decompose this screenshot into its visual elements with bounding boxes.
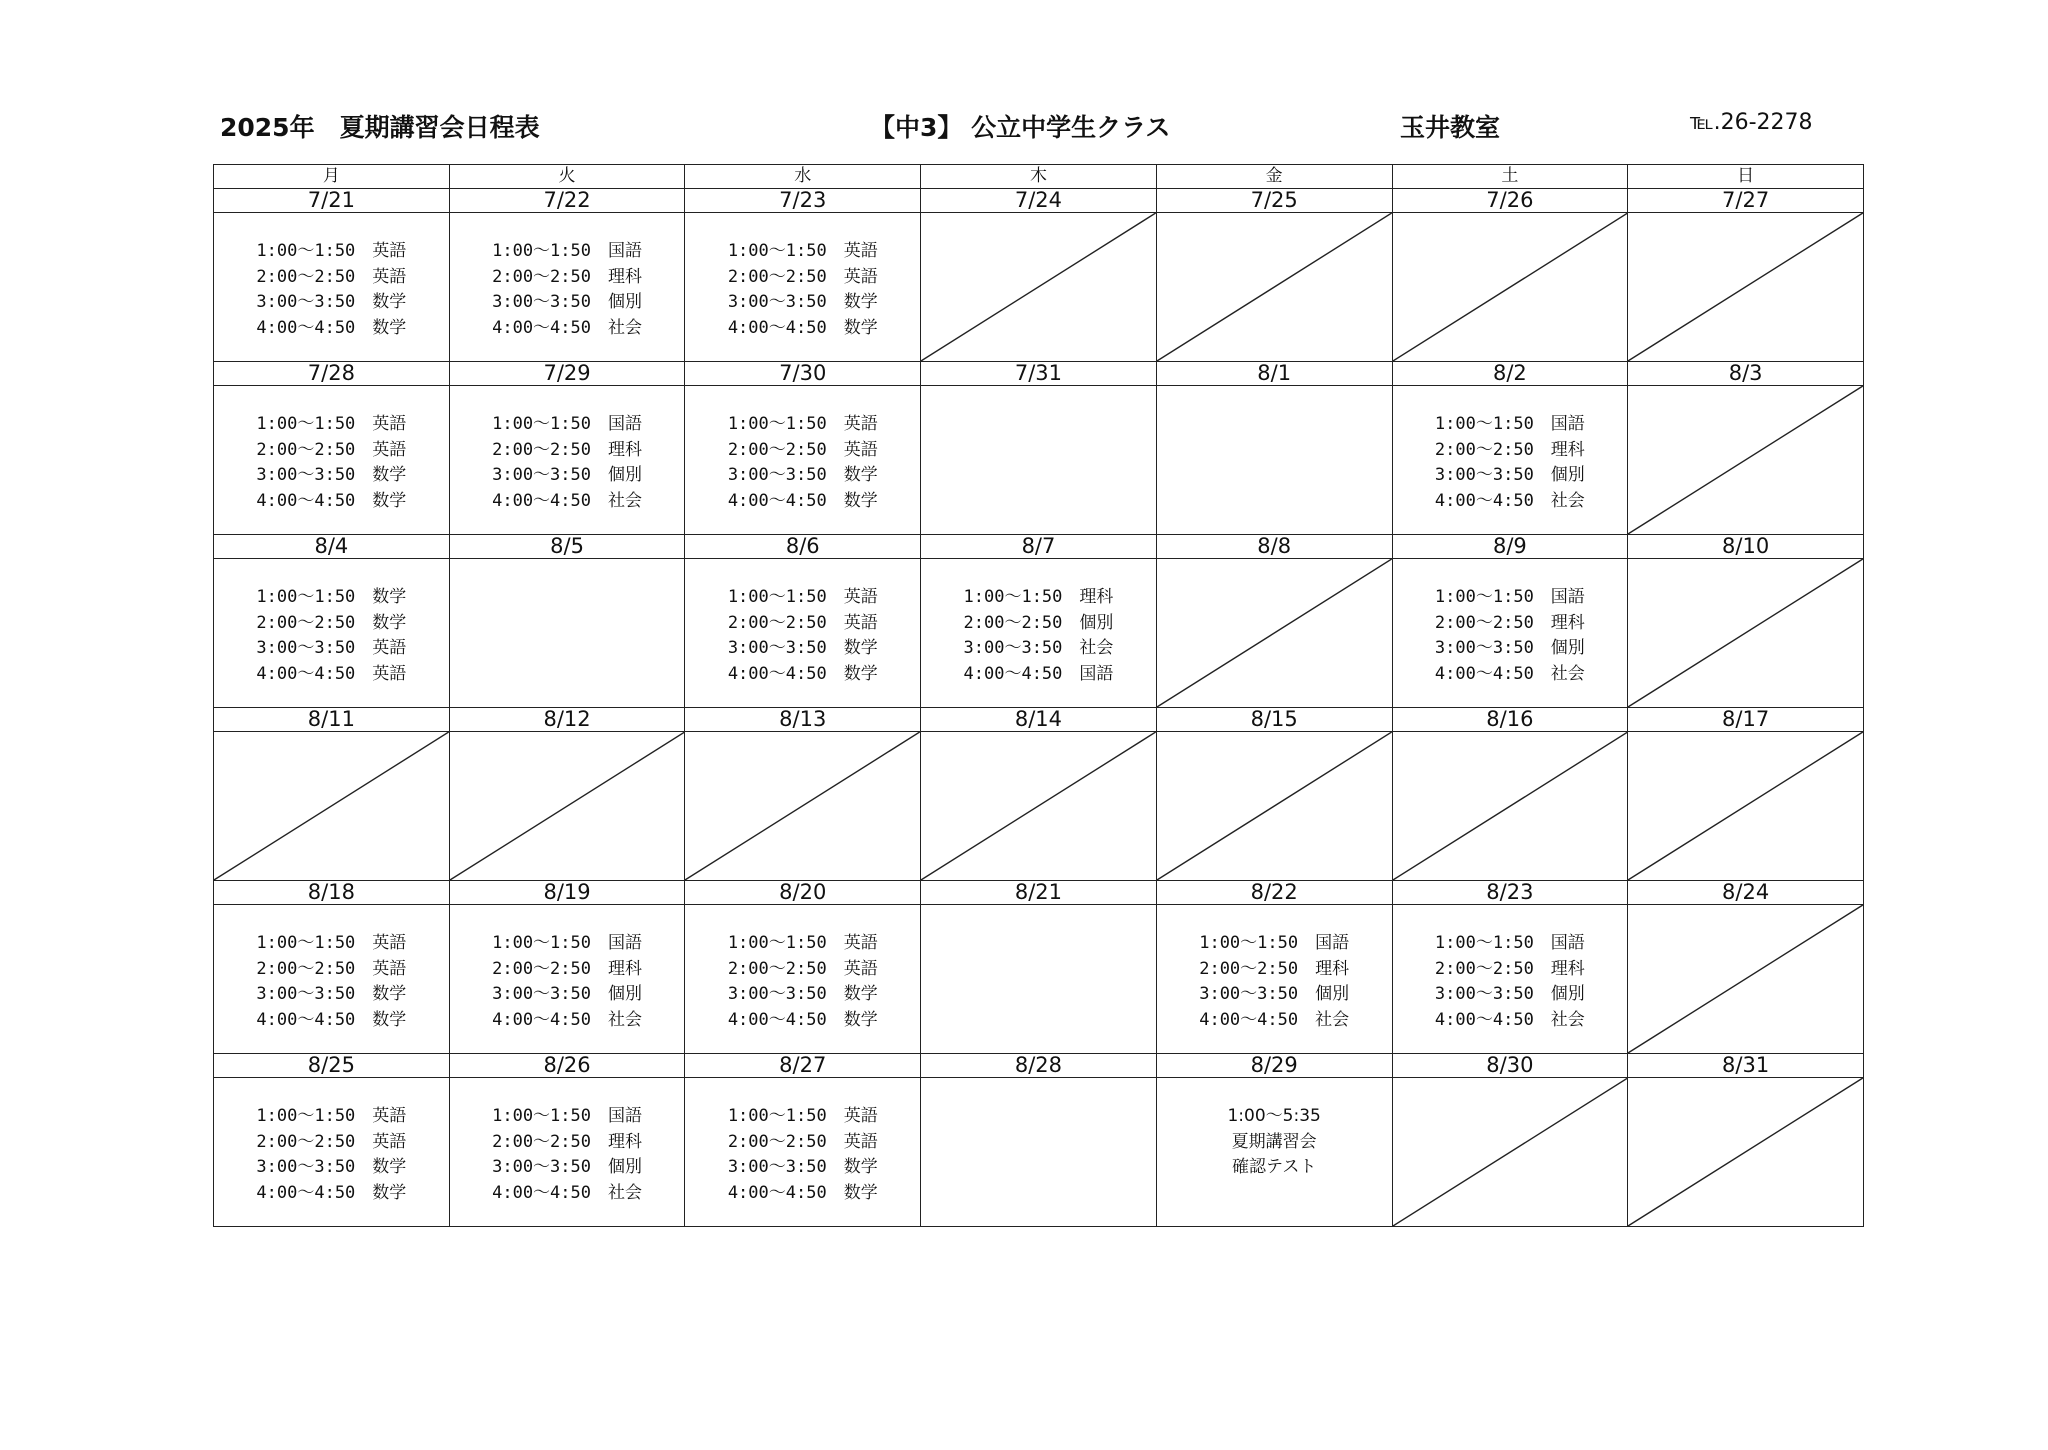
day-date: 8/15: [1156, 708, 1392, 732]
lesson-line: 3:00〜3:50 個別: [1434, 638, 1585, 658]
schedule-row: [214, 213, 1864, 362]
document-title: 2025年 夏期講習会日程表: [220, 113, 540, 142]
day-cell: [685, 905, 921, 1054]
day-date: 8/12: [449, 708, 685, 732]
lesson-line: 1:00〜1:50 英語: [256, 1106, 407, 1126]
lesson-line: 2:00〜2:50 個別: [963, 612, 1114, 633]
lesson-line: 1:00〜1:50 英語: [727, 933, 878, 953]
day-date: 7/30: [685, 362, 921, 386]
day-date: 8/9: [1392, 535, 1628, 559]
day-cell: [1392, 386, 1628, 535]
lesson-list: [450, 905, 685, 1033]
lesson-line: 4:00〜4:50 英語: [256, 663, 407, 684]
date-row: [214, 535, 1864, 559]
lesson-line: 3:00〜3:50 個別: [1199, 984, 1350, 1004]
lesson-line: 3:00〜3:50 数学: [256, 465, 407, 485]
lesson-line: 3:00〜3:50 数学: [727, 638, 878, 658]
lesson-list: [685, 1078, 920, 1206]
date-row: [214, 362, 1864, 386]
day-date: 7/24: [921, 189, 1157, 213]
day-cell-closed: [921, 213, 1157, 362]
day-date: 8/14: [921, 708, 1157, 732]
special-event: [1157, 1078, 1392, 1181]
day-cell: [1156, 905, 1392, 1054]
day-cell: [921, 905, 1157, 1054]
lesson-line: 3:00〜3:50 数学: [727, 465, 878, 485]
lesson-line: 2:00〜2:50 理科: [1434, 439, 1585, 460]
day-cell-closed: [1628, 1078, 1864, 1227]
lesson-line: 1:00〜1:50 英語: [727, 414, 878, 434]
lesson-line: 2:00〜2:50 理科: [1434, 958, 1585, 979]
day-cell: [449, 559, 685, 708]
lesson-line: 3:00〜3:50 数学: [256, 984, 407, 1004]
day-date: 7/21: [214, 189, 450, 213]
closed-slash: [1628, 732, 1863, 880]
weekday-header: 土: [1392, 165, 1628, 189]
lesson-list: [921, 559, 1156, 687]
lesson-line: 3:00〜3:50 英語: [256, 638, 407, 658]
date-row: [214, 708, 1864, 732]
day-date: 8/24: [1628, 881, 1864, 905]
lesson-list: [1393, 559, 1628, 687]
lesson-line: 1:00〜1:50 国語: [492, 241, 642, 261]
closed-slash: [214, 732, 449, 880]
special-event-line: 確認テスト: [1232, 1157, 1317, 1177]
lesson-line: 4:00〜4:50 数学: [256, 317, 407, 338]
day-cell: [921, 559, 1157, 708]
lesson-line: 1:00〜1:50 英語: [256, 933, 407, 953]
day-date: 8/1: [1156, 362, 1392, 386]
day-date: 8/31: [1628, 1054, 1864, 1078]
lesson-line: 2:00〜2:50 英語: [727, 612, 878, 633]
weekday-header: 月: [214, 165, 450, 189]
weekday-header: 木: [921, 165, 1157, 189]
lesson-line: 2:00〜2:50 英語: [727, 1131, 878, 1152]
lesson-list: [685, 559, 920, 687]
lesson-line: 1:00〜1:50 英語: [256, 241, 407, 261]
day-date: 7/27: [1628, 189, 1864, 213]
lesson-line: 1:00〜1:50 英語: [727, 241, 878, 261]
lesson-line: 2:00〜2:50 英語: [727, 958, 878, 979]
lesson-line: 4:00〜4:50 数学: [727, 1182, 878, 1203]
day-date: 8/3: [1628, 362, 1864, 386]
lesson-line: 4:00〜4:50 社会: [492, 317, 642, 338]
day-cell: [449, 1078, 685, 1227]
lesson-list: [214, 559, 449, 687]
lesson-line: 2:00〜2:50 英語: [256, 266, 407, 287]
day-cell: [921, 386, 1157, 535]
day-cell: [449, 386, 685, 535]
lesson-line: 2:00〜2:50 英語: [256, 439, 407, 460]
day-cell-closed: [1392, 1078, 1628, 1227]
closed-slash: [1628, 213, 1863, 361]
day-cell-closed: [1392, 732, 1628, 881]
lesson-list: [450, 1078, 685, 1206]
day-cell: [685, 386, 921, 535]
day-cell: [214, 386, 450, 535]
lesson-line: 3:00〜3:50 個別: [1434, 984, 1585, 1004]
special-event-line: 夏期講習会: [1231, 1131, 1317, 1152]
lesson-line: 3:00〜3:50 個別: [1434, 465, 1585, 485]
lesson-line: 2:00〜2:50 英語: [727, 266, 878, 287]
lesson-line: 2:00〜2:50 理科: [492, 439, 642, 460]
day-cell-closed: [1156, 213, 1392, 362]
lesson-line: 2:00〜2:50 数学: [256, 612, 407, 633]
lesson-list: [685, 386, 920, 514]
closed-slash: [1628, 386, 1863, 534]
day-date: 8/5: [449, 535, 685, 559]
lesson-line: 3:00〜3:50 個別: [492, 465, 642, 485]
lesson-line: 1:00〜1:50 数学: [256, 587, 407, 607]
day-date: 8/25: [214, 1054, 450, 1078]
closed-slash: [1393, 213, 1628, 361]
day-cell-closed: [685, 732, 921, 881]
lesson-line: 4:00〜4:50 社会: [492, 490, 642, 511]
phone-number: ℡.26-2278: [1690, 110, 1813, 135]
day-date: 8/11: [214, 708, 450, 732]
day-date: 8/30: [1392, 1054, 1628, 1078]
day-cell: [449, 905, 685, 1054]
closed-slash: [1157, 559, 1392, 707]
lesson-line: 4:00〜4:50 社会: [1434, 490, 1585, 511]
day-date: 8/13: [685, 708, 921, 732]
day-cell: [685, 1078, 921, 1227]
lesson-line: 1:00〜1:50 国語: [492, 414, 642, 434]
day-date: 8/28: [921, 1054, 1157, 1078]
closed-slash: [1157, 213, 1392, 361]
weekday-header: 火: [449, 165, 685, 189]
day-date: 8/19: [449, 881, 685, 905]
closed-slash: [1628, 1078, 1863, 1226]
lesson-line: 3:00〜3:50 数学: [727, 984, 878, 1004]
lesson-line: 1:00〜1:50 国語: [1434, 587, 1585, 607]
day-cell: [214, 1078, 450, 1227]
day-cell: [1156, 1078, 1392, 1227]
schedule-row: [214, 559, 1864, 708]
lesson-list: [1393, 905, 1628, 1033]
lesson-list: [1393, 386, 1628, 514]
lesson-line: 1:00〜1:50 国語: [1434, 414, 1585, 434]
closed-slash: [1628, 559, 1863, 707]
lesson-line: 1:00〜1:50 英語: [727, 587, 878, 607]
closed-slash: [450, 732, 685, 880]
closed-slash: [1157, 732, 1392, 880]
lesson-line: 2:00〜2:50 英語: [256, 958, 407, 979]
lesson-list: [214, 213, 449, 341]
special-event-line: 1:00〜5:35: [1227, 1106, 1321, 1126]
day-cell: [1156, 386, 1392, 535]
lesson-line: 3:00〜3:50 数学: [256, 1157, 407, 1177]
day-date: 8/8: [1156, 535, 1392, 559]
day-date: 7/22: [449, 189, 685, 213]
lesson-line: 4:00〜4:50 社会: [1199, 1009, 1350, 1030]
schedule-calendar: [213, 164, 1864, 1227]
lesson-line: 1:00〜1:50 国語: [492, 1106, 642, 1126]
day-date: 7/29: [449, 362, 685, 386]
lesson-line: 4:00〜4:50 数学: [727, 490, 878, 511]
schedule-row: [214, 905, 1864, 1054]
lesson-line: 4:00〜4:50 社会: [492, 1182, 642, 1203]
lesson-line: 4:00〜4:50 社会: [492, 1009, 642, 1030]
lesson-line: 2:00〜2:50 理科: [492, 958, 642, 979]
day-cell: [214, 905, 450, 1054]
lesson-list: [214, 905, 449, 1033]
lesson-list: [685, 905, 920, 1033]
lesson-line: 3:00〜3:50 個別: [492, 1157, 642, 1177]
day-date: 8/4: [214, 535, 450, 559]
day-cell-closed: [1628, 905, 1864, 1054]
schedule-row: [214, 732, 1864, 881]
day-date: 8/7: [921, 535, 1157, 559]
day-cell-closed: [921, 732, 1157, 881]
schedule-row: [214, 1078, 1864, 1227]
lesson-line: 4:00〜4:50 社会: [1434, 663, 1585, 684]
day-date: 8/16: [1392, 708, 1628, 732]
day-cell: [1392, 559, 1628, 708]
lesson-list: [450, 386, 685, 514]
day-date: 8/21: [921, 881, 1157, 905]
day-date: 8/10: [1628, 535, 1864, 559]
lesson-line: 4:00〜4:50 数学: [256, 1009, 407, 1030]
day-cell-closed: [1628, 386, 1864, 535]
day-cell-closed: [1156, 559, 1392, 708]
day-cell-closed: [1392, 213, 1628, 362]
closed-slash: [685, 732, 920, 880]
lesson-line: 1:00〜1:50 国語: [1434, 933, 1585, 953]
lesson-line: 2:00〜2:50 英語: [727, 439, 878, 460]
day-cell-closed: [214, 732, 450, 881]
day-date: 8/27: [685, 1054, 921, 1078]
lesson-line: 2:00〜2:50 理科: [1434, 612, 1585, 633]
lesson-line: 3:00〜3:50 数学: [727, 1157, 878, 1177]
day-cell: [214, 213, 450, 362]
day-cell: [685, 559, 921, 708]
lesson-list: [450, 213, 685, 341]
weekday-header-row: [214, 165, 1864, 189]
lesson-line: 2:00〜2:50 理科: [1199, 958, 1350, 979]
day-cell: [921, 1078, 1157, 1227]
lesson-line: 1:00〜1:50 英語: [256, 414, 407, 434]
day-date: 8/26: [449, 1054, 685, 1078]
lesson-line: 1:00〜1:50 英語: [727, 1106, 878, 1126]
day-date: 8/23: [1392, 881, 1628, 905]
day-date: 7/26: [1392, 189, 1628, 213]
lesson-list: [685, 213, 920, 341]
day-cell-closed: [449, 732, 685, 881]
lesson-line: 2:00〜2:50 英語: [256, 1131, 407, 1152]
closed-slash: [1393, 1078, 1628, 1226]
lesson-line: 4:00〜4:50 数学: [727, 317, 878, 338]
day-date: 8/22: [1156, 881, 1392, 905]
lesson-line: 3:00〜3:50 数学: [256, 292, 407, 312]
day-date: 8/17: [1628, 708, 1864, 732]
lesson-list: [214, 1078, 449, 1206]
day-cell: [1392, 905, 1628, 1054]
day-cell-closed: [1156, 732, 1392, 881]
class-name: 【中3】 公立中学生クラス: [870, 113, 1171, 142]
day-cell-closed: [1628, 732, 1864, 881]
day-date: 7/23: [685, 189, 921, 213]
day-date: 8/18: [214, 881, 450, 905]
closed-slash: [1393, 732, 1628, 880]
lesson-line: 4:00〜4:50 数学: [256, 1182, 407, 1203]
lesson-line: 3:00〜3:50 個別: [492, 984, 642, 1004]
day-date: 8/29: [1156, 1054, 1392, 1078]
lesson-line: 3:00〜3:50 数学: [727, 292, 878, 312]
lesson-line: 4:00〜4:50 国語: [963, 663, 1114, 684]
lesson-line: 4:00〜4:50 数学: [727, 663, 878, 684]
day-cell-closed: [1628, 559, 1864, 708]
weekday-header: 水: [685, 165, 921, 189]
lesson-line: 4:00〜4:50 数学: [727, 1009, 878, 1030]
lesson-line: 2:00〜2:50 理科: [492, 266, 642, 287]
day-date: 7/31: [921, 362, 1157, 386]
lesson-line: 2:00〜2:50 理科: [492, 1131, 642, 1152]
lesson-line: 3:00〜3:50 社会: [963, 638, 1114, 658]
lesson-line: 1:00〜1:50 国語: [1199, 933, 1350, 953]
closed-slash: [921, 732, 1156, 880]
date-row: [214, 1054, 1864, 1078]
lesson-line: 1:00〜1:50 理科: [963, 587, 1114, 607]
lesson-line: 3:00〜3:50 個別: [492, 292, 642, 312]
day-date: 8/20: [685, 881, 921, 905]
day-cell: [449, 213, 685, 362]
day-date: 8/2: [1392, 362, 1628, 386]
school-name: 玉井教室: [1400, 113, 1501, 142]
lesson-line: 4:00〜4:50 社会: [1434, 1009, 1585, 1030]
day-date: 7/28: [214, 362, 450, 386]
weekday-header: 日: [1628, 165, 1864, 189]
weekday-header: 金: [1156, 165, 1392, 189]
lesson-line: 4:00〜4:50 数学: [256, 490, 407, 511]
closed-slash: [921, 213, 1156, 361]
day-date: 7/25: [1156, 189, 1392, 213]
day-cell-closed: [1628, 213, 1864, 362]
lesson-line: 1:00〜1:50 国語: [492, 933, 642, 953]
closed-slash: [1628, 905, 1863, 1053]
date-row: [214, 881, 1864, 905]
day-cell: [214, 559, 450, 708]
lesson-list: [1157, 905, 1392, 1033]
date-row: [214, 189, 1864, 213]
lesson-list: [214, 386, 449, 514]
day-date: 8/6: [685, 535, 921, 559]
day-cell: [685, 213, 921, 362]
schedule-row: [214, 386, 1864, 535]
